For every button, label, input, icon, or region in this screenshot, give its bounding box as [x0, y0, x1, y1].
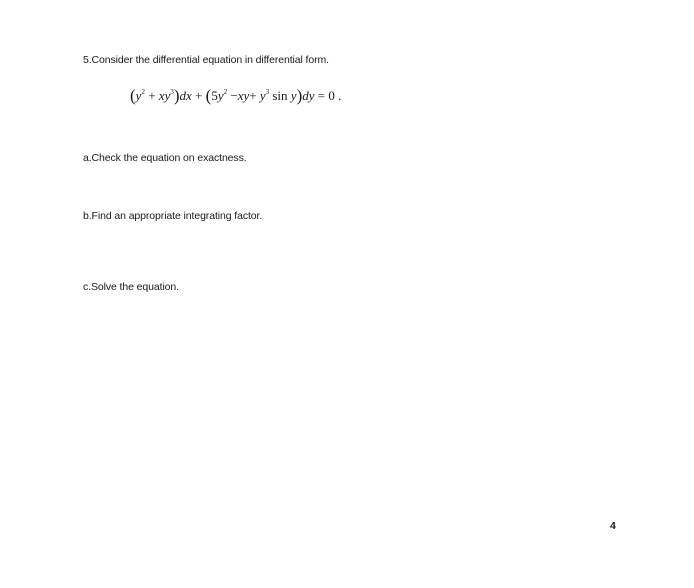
part-c-text: c.Solve the equation. — [83, 281, 179, 293]
differential-equation: $(y^2 + xy^3)dx + (5y^2 -xy+ y^3$ sin y)dy = 0 . — [130, 86, 342, 105]
part-a-text: a.Check the equation on exactness. — [83, 152, 247, 164]
question-title: 5.Consider the differential equation in differential form. — [83, 54, 329, 66]
page-number: 4 — [610, 520, 616, 532]
part-b-text: b.Find an appropriate integrating factor. — [83, 210, 263, 222]
